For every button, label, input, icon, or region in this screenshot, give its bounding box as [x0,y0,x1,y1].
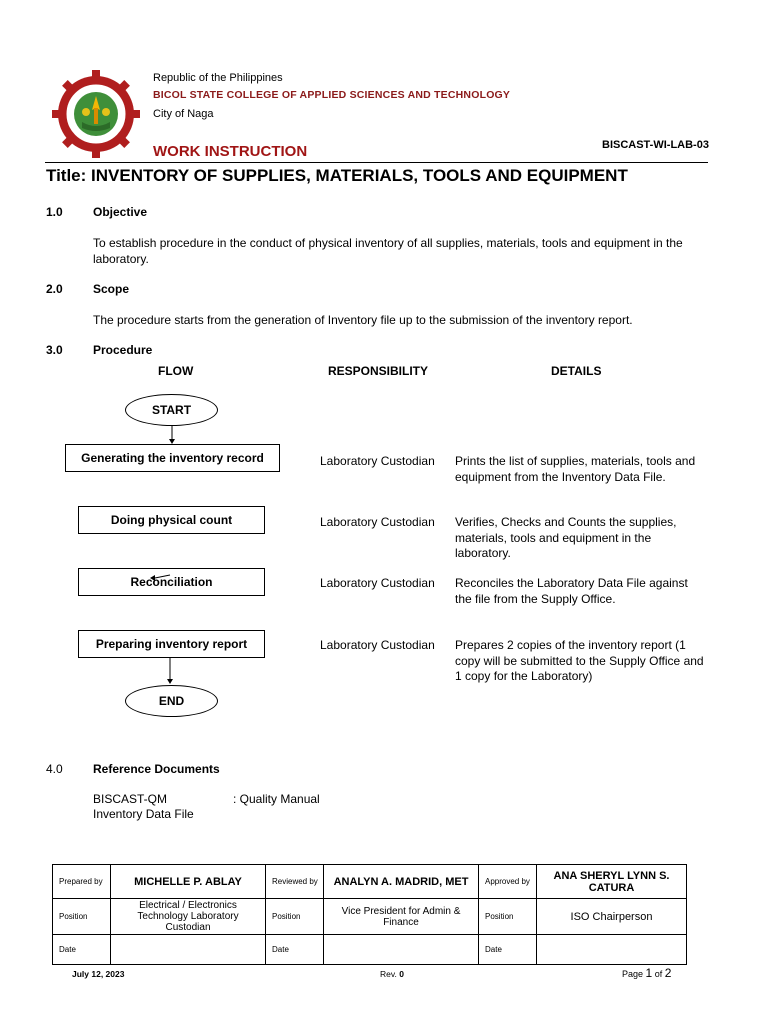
footer-date: July 12, 2023 [72,969,125,979]
flow-start-terminal: START [125,394,218,426]
reviewed-by-date [324,935,479,965]
prepared-by-date [111,935,266,965]
section-number: 4.0 [46,762,63,776]
revision-value: 0 [399,969,404,979]
section-heading-objective: Objective [93,205,148,219]
document-type: WORK INSTRUCTION [153,143,308,160]
step-responsibility: Laboratory Custodian [320,638,435,652]
date-label: Date [53,935,111,965]
reference-code: BISCAST-QM [93,792,168,806]
flow-step-box: Generating the inventory record [65,444,280,472]
reviewed-by-name: ANALYN A. MADRID, MET [324,865,479,899]
document-title: Title: INVENTORY OF SUPPLIES, MATERIALS, TOOLS AND EQUIPMENT [46,166,628,185]
section-number: 1.0 [46,205,63,219]
college-name: BICOL STATE COLLEGE OF APPLIED SCIENCES AND TECHNOLOGY [153,89,511,101]
reviewed-by-position: Vice President for Admin & Finance [324,899,479,935]
country-line: Republic of the Philippines [153,72,283,84]
column-header-details: DETAILS [551,364,602,378]
flow-step-box: Doing physical count [78,506,265,534]
scope-text: The procedure starts from the generation of Inventory file up to the submission of the inventory report. [93,313,633,327]
column-header-responsibility: RESPONSIBILITY [328,364,429,378]
flow-step-box: Reconciliation [78,568,265,596]
step-details: Verifies, Checks and Counts the supplies, materials, tools and equipment in the laboratory. [455,515,677,560]
prepared-by-position: Electrical / Electronics Technology Laboratory Custodian [111,899,266,935]
prepared-by-name: MICHELLE P. ABLAY [111,865,266,899]
approved-by-label: Approved by [479,865,537,899]
position-label: Position [53,899,111,935]
position-label: Position [479,899,537,935]
page-indicator [622,966,671,980]
prepared-by-label: Prepared by [53,865,111,899]
approval-table [52,864,687,965]
reviewed-by-label: Reviewed by [266,865,324,899]
approved-by-date [537,935,687,965]
flow-step-box: Preparing inventory report [78,630,265,658]
section-heading-scope: Scope [93,282,130,296]
date-label: Date [266,935,324,965]
step-responsibility: Laboratory Custodian [320,515,435,529]
approved-by-name: ANA SHERYL LYNN S. CATURA [537,865,687,899]
step-responsibility: Laboratory Custodian [320,454,435,468]
reference-description: : Quality Manual [233,792,320,806]
document-code: BISCAST-WI-LAB-03 [602,139,709,151]
footer-revision [380,969,404,979]
step-details: Prepares 2 copies of the inventory report (1 copy will be submitted to the Supply Office and 1 copy for the Laboratory) [455,638,704,683]
date-label: Date [479,935,537,965]
section-heading-references: Reference Documents [93,762,220,776]
city-line: City of Naga [153,108,214,120]
position-label: Position [266,899,324,935]
revision-label: Rev. [380,969,397,979]
step-details: Prints the list of supplies, materials, tools and equipment from the Inventory Data File. [455,454,696,484]
step-responsibility: Laboratory Custodian [320,576,435,590]
approved-by-position: ISO Chairperson [537,899,687,935]
page-of-label: of [654,969,663,979]
reference-code: Inventory Data File [93,807,194,821]
section-number: 2.0 [46,282,63,296]
objective-text: To establish procedure in the conduct of physical inventory of all supplies, materials, tools and equipment in the laboratory. [93,236,683,266]
page-number: 1 [645,966,653,980]
flow-end-terminal: END [125,685,218,717]
page-label: Page [622,969,644,979]
column-header-flow: FLOW [158,364,194,378]
page-total: 2 [664,966,672,980]
step-details: Reconciles the Laboratory Data File against the file from the Supply Office. [455,576,688,606]
section-number: 3.0 [46,343,63,357]
section-heading-procedure: Procedure [93,343,153,357]
